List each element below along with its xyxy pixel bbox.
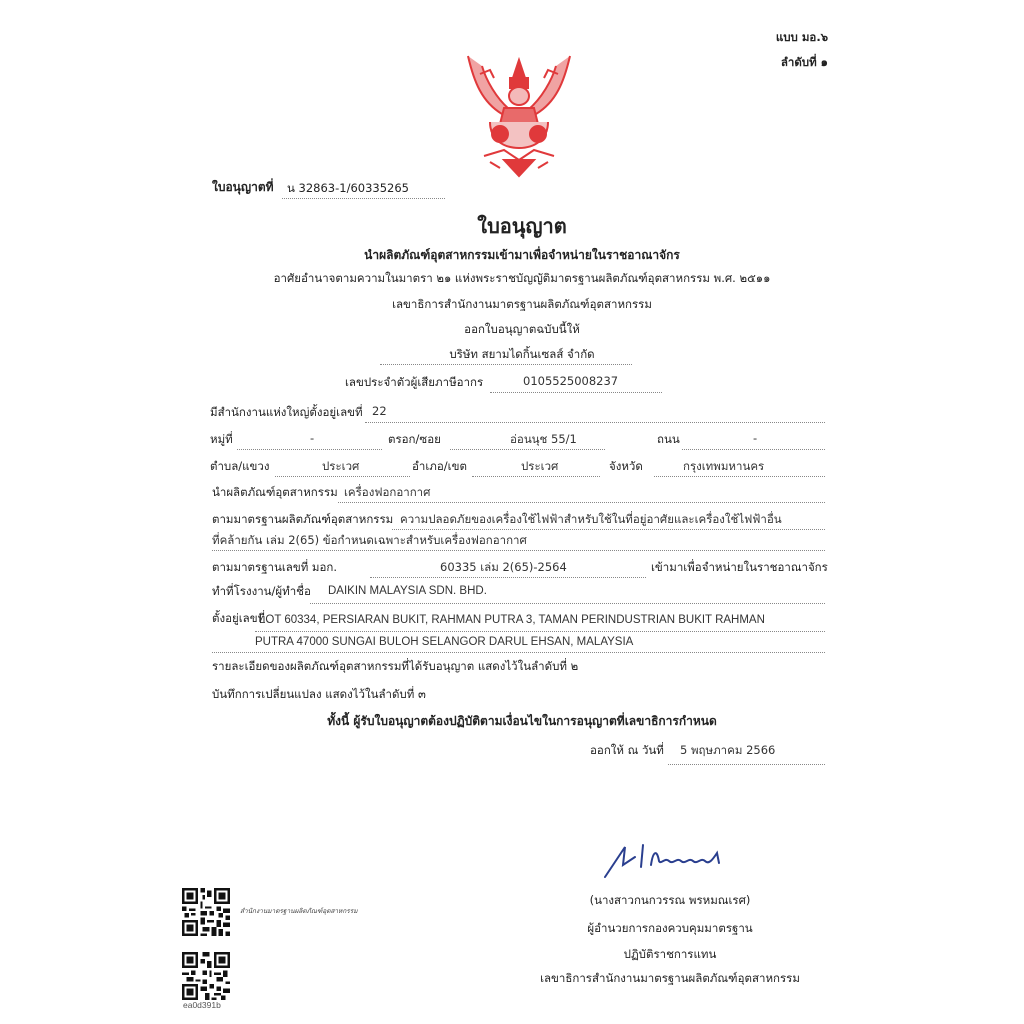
issue-date-value: 5 พฤษภาคม 2566	[680, 743, 776, 757]
qr-code-icon[interactable]	[182, 888, 230, 936]
tax-id-value: 0105525008237	[523, 374, 619, 388]
license-number-label: ใบอนุญาตที่	[212, 180, 274, 194]
authority-line: อาศัยอำนาจตามความในมาตรา ๒๑ แห่งพระราชบัญญัติมาตรฐานผลิตภัณฑ์อุตสาหกรรม พ.ศ. ๒๕๑๑	[273, 271, 771, 285]
signatory-name: (นางสาวกนกวรรณ พรหมณเรศ)	[589, 893, 751, 907]
signatory-on-behalf: เลขาธิการสำนักงานมาตรฐานผลิตภัณฑ์อุตสาหกรรม	[540, 971, 800, 985]
manufacturer-address-line1: LOT 60334, PERSIARAN BUKIT, RAHMAN PUTRA 3, TAMAN PERINDUSTRIAN BUKIT RAHMAN	[259, 614, 765, 626]
sequence-number: ลำดับที่ ๑	[780, 55, 828, 69]
province-label: จังหวัด	[609, 459, 643, 473]
tax-id-label: เลขประจำตัวผู้เสียภาษีอากร	[345, 375, 484, 389]
manufacturer-address-underline-1	[255, 631, 825, 632]
soi-underline	[450, 449, 605, 450]
license-number-value: น 32863-1/60335265	[287, 181, 409, 195]
province-value: กรุงเทพมหานคร	[683, 459, 765, 473]
qr-caption: สำนักงานมาตรฐานผลิตภัณฑ์อุตสาหกรรม	[240, 907, 358, 915]
tax-id-underline	[490, 392, 662, 393]
manufacturer-address-line2: PUTRA 47000 SUNGAI BULOH SELANGOR DARUL EHSAN, MALAYSIA	[255, 636, 634, 648]
manufacturer-label: ทำที่โรงงาน/ผู้ทำชื่อ	[212, 584, 311, 598]
tis-suffix: เข้ามาเพื่อจำหน่ายในราชอาณาจักร	[651, 560, 828, 574]
tis-value: 60335 เล่ม 2(65)-2564	[440, 560, 567, 574]
product-underline	[338, 502, 825, 503]
standard-value-line1: ความปลอดภัยของเครื่องใช้ไฟฟ้าสำหรับใช้ในที่อยู่อาศัยและเครื่องใช้ไฟฟ้าอื่น	[400, 512, 782, 526]
company-name: บริษัท สยามไดกิ้นเซลส์ จำกัด	[449, 347, 595, 361]
qr-code-id: ea0d391b	[183, 1000, 221, 1010]
license-number-underline	[282, 198, 445, 199]
document-subtitle: นำผลิตภัณฑ์อุตสาหกรรมเข้ามาเพื่อจำหน่ายในราชอาณาจักร	[364, 248, 680, 262]
product-value: เครื่องฟอกอากาศ	[344, 485, 431, 499]
tis-label: ตามมาตรฐานเลขที่ มอก.	[212, 560, 338, 574]
hq-label: มีสำนักงานแห่งใหญ่ตั้งอยู่เลขที่	[210, 405, 363, 419]
manufacturer-value: DAIKIN MALAYSIA SDN. BHD.	[328, 585, 487, 597]
signature-image	[595, 835, 735, 880]
standard-underline-1	[392, 529, 825, 530]
signatory-acting: ปฏิบัติราชการแทน	[623, 947, 717, 961]
issue-date-underline	[668, 764, 825, 765]
tis-underline	[370, 577, 646, 578]
qr-code-verification-icon[interactable]	[182, 952, 230, 1000]
tambon-label: ตำบล/แขวง	[210, 459, 270, 473]
road-label: ถนน	[657, 432, 680, 446]
road-underline	[682, 449, 825, 450]
product-label: นำผลิตภัณฑ์อุตสาหกรรม	[212, 485, 338, 499]
moo-underline	[237, 449, 382, 450]
issuer-line: เลขาธิการสำนักงานมาตรฐานผลิตภัณฑ์อุตสาหกรรม	[392, 297, 652, 311]
soi-label: ตรอก/ซอย	[388, 432, 441, 446]
province-underline	[654, 476, 825, 477]
manufacturer-underline	[310, 603, 825, 604]
details-note: รายละเอียดของผลิตภัณฑ์อุตสาหกรรมที่ได้รับอนุญาต แสดงไว้ในลำดับที่ ๒	[212, 659, 579, 673]
tambon-value: ประเวศ	[322, 459, 360, 473]
document-title: ใบอนุญาต	[477, 214, 567, 238]
manufacturer-address-label: ตั้งอยู่เลขที่	[212, 611, 266, 625]
company-underline	[380, 364, 632, 365]
condition-note: ทั้งนี้ ผู้รับใบอนุญาตต้องปฏิบัติตามเงื่อนไขในการอนุญาตที่เลขาธิการกำหนด	[327, 714, 717, 728]
changes-note: บันทึกการเปลี่ยนแปลง แสดงไว้ในลำดับที่ ๓	[212, 687, 426, 701]
garuda-emblem-icon	[460, 52, 578, 180]
road-value: -	[753, 431, 758, 445]
tambon-underline	[275, 476, 410, 477]
moo-label: หมู่ที่	[210, 432, 233, 446]
issued-to-line: ออกใบอนุญาตฉบับนี้ให้	[464, 322, 580, 336]
standard-underline-2	[212, 550, 825, 551]
standard-label: ตามมาตรฐานผลิตภัณฑ์อุตสาหกรรม	[212, 512, 394, 526]
manufacturer-address-underline-2	[212, 652, 825, 653]
standard-value-line2: ที่คล้ายกัน เล่ม 2(65) ข้อกำหนดเฉพาะสำหรับเครื่องฟอกอากาศ	[212, 533, 527, 547]
amphoe-value: ประเวศ	[521, 459, 559, 473]
hq-underline	[365, 422, 825, 423]
signatory-position: ผู้อำนวยการกองควบคุมมาตรฐาน	[587, 921, 753, 935]
form-code: แบบ มอ.๖	[775, 30, 828, 44]
amphoe-label: อำเภอ/เขต	[412, 459, 467, 473]
soi-value: อ่อนนุช 55/1	[510, 432, 577, 446]
moo-value: -	[310, 431, 315, 445]
amphoe-underline	[472, 476, 600, 477]
hq-value: 22	[372, 404, 387, 418]
issue-date-label: ออกให้ ณ วันที่	[590, 743, 664, 757]
